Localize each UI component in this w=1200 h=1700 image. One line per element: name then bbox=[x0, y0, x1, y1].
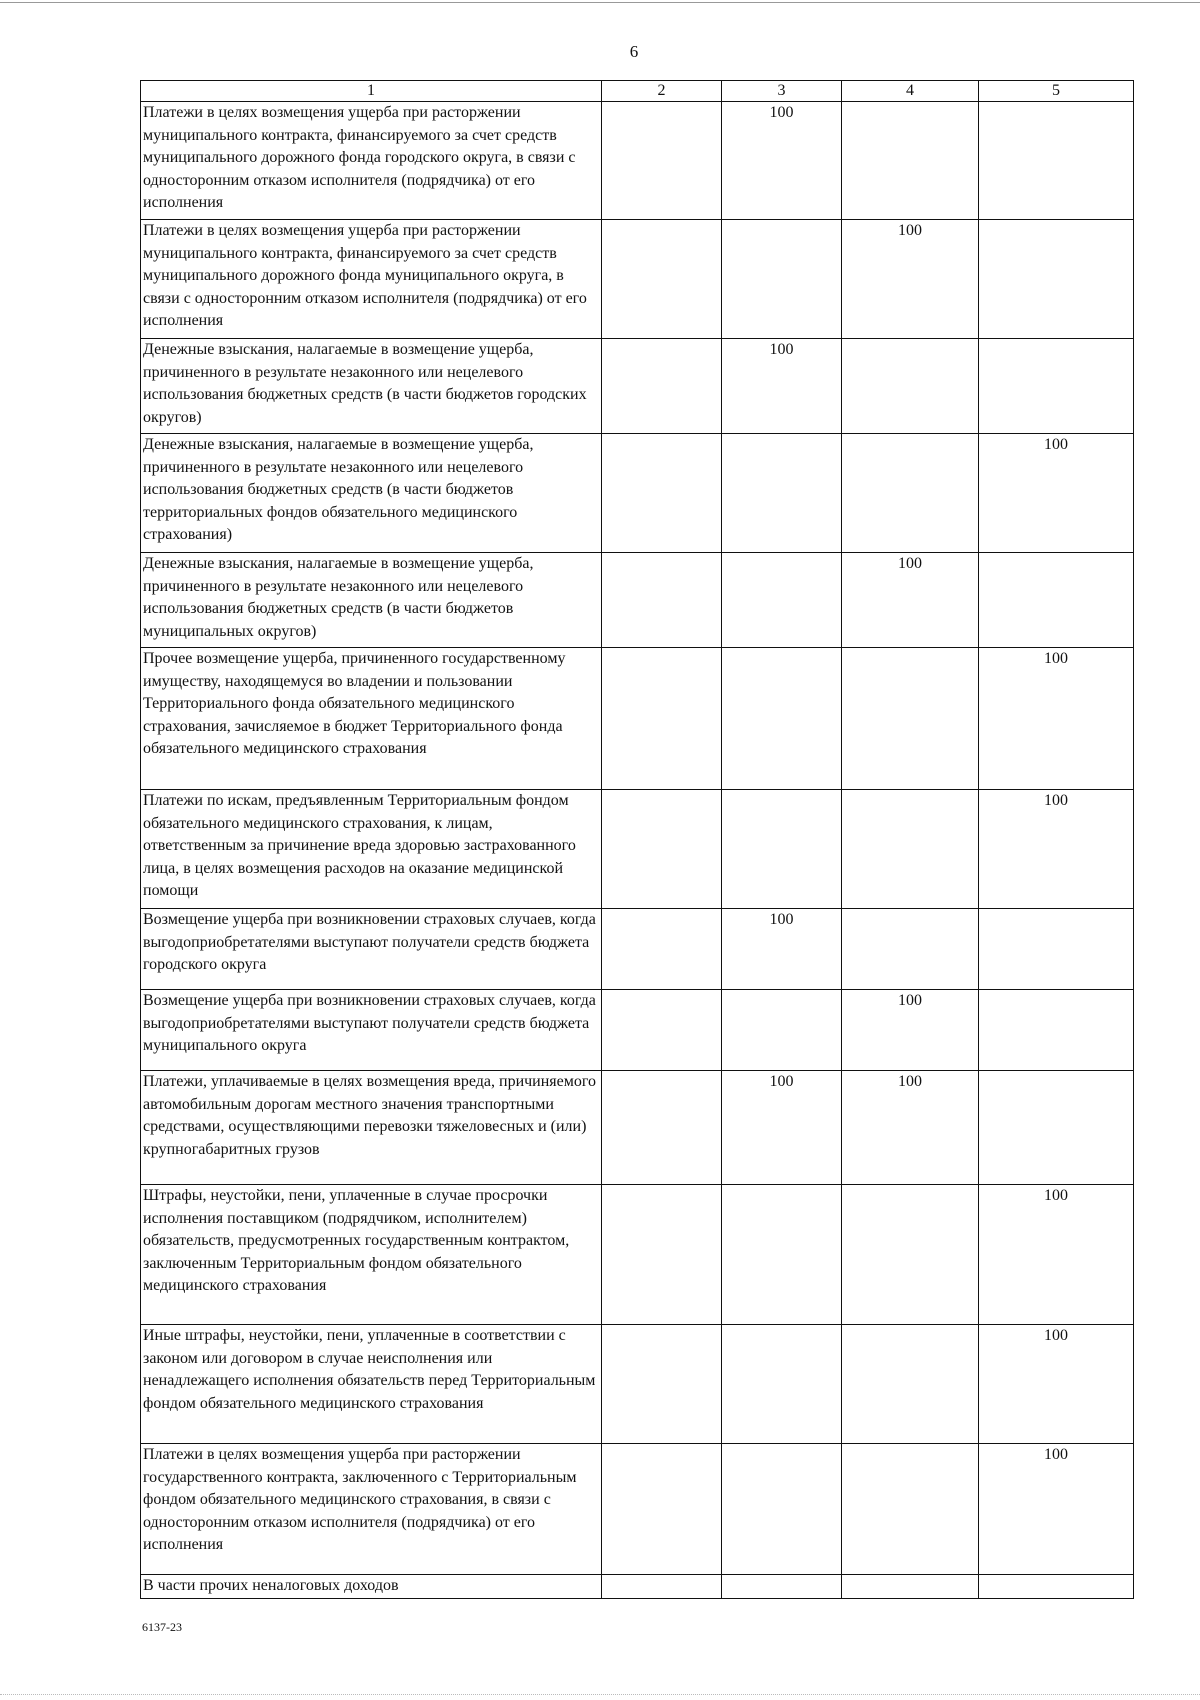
table-row bbox=[141, 1444, 1134, 1575]
cell-col-4 bbox=[842, 1575, 979, 1599]
row-description: Платежи в целях возмещения ущерба при расторжении государственного контракта, заключенного с Территориальным фондом обязательного медицинского страхования, в связи с односторонним отказом исполнителя (подрядчика) от его исполнения bbox=[141, 1444, 602, 1575]
row-description: Платежи в целях возмещения ущерба при расторжении муниципального контракта, финансируемого за счет средств муниципального дорожного фонда муниципального округа, в связи с односторонним отказом исполнителя (подрядчика) от его исполнения bbox=[141, 220, 602, 339]
cell-col-3: 100 bbox=[722, 909, 842, 990]
cell-col-5 bbox=[979, 339, 1134, 434]
table-row bbox=[141, 909, 1134, 990]
cell-col-4 bbox=[842, 1185, 979, 1325]
cell-col-3 bbox=[722, 1185, 842, 1325]
row-description: Денежные взыскания, налагаемые в возмещение ущерба, причиненного в результате незаконного или нецелевого использования бюджетных средств (в части бюджетов городских округов) bbox=[141, 339, 602, 434]
cell-col-2 bbox=[602, 339, 722, 434]
table-row bbox=[141, 648, 1134, 790]
cell-col-3 bbox=[722, 434, 842, 553]
cell-col-2 bbox=[602, 220, 722, 339]
cell-col-5 bbox=[979, 1071, 1134, 1185]
cell-col-2 bbox=[602, 102, 722, 220]
row-description: Платежи, уплачиваемые в целях возмещения вреда, причиняемого автомобильным дорогам местного значения транспортными средствами, осуществляющими перевозки тяжеловесных и (или) крупногабаритных грузов bbox=[141, 1071, 602, 1185]
cell-col-2 bbox=[602, 1071, 722, 1185]
cell-col-4: 100 bbox=[842, 1071, 979, 1185]
cell-col-2 bbox=[602, 790, 722, 909]
column-header-2: 2 bbox=[602, 81, 722, 102]
table-row bbox=[141, 220, 1134, 339]
cell-col-5 bbox=[979, 909, 1134, 990]
column-header-4: 4 bbox=[842, 81, 979, 102]
cell-col-3 bbox=[722, 790, 842, 909]
cell-col-2 bbox=[602, 648, 722, 790]
cell-col-5 bbox=[979, 220, 1134, 339]
cell-col-5 bbox=[979, 102, 1134, 220]
cell-col-3 bbox=[722, 1325, 842, 1444]
row-description: Возмещение ущерба при возникновении страховых случаев, когда выгодоприобретателями выступают получатели средств бюджета муниципального округа bbox=[141, 990, 602, 1071]
cell-col-2 bbox=[602, 1575, 722, 1599]
table-row bbox=[141, 434, 1134, 553]
cell-col-2 bbox=[602, 990, 722, 1071]
row-description: Платежи по искам, предъявленным Территориальным фондом обязательного медицинского страхования, к лицам, ответственным за причинение вреда здоровью застрахованного лица, в целях возмещения расходов на оказание медицинской помощи bbox=[141, 790, 602, 909]
cell-col-2 bbox=[602, 1185, 722, 1325]
table-row bbox=[141, 1575, 1134, 1599]
cell-col-5: 100 bbox=[979, 1325, 1134, 1444]
cell-col-4 bbox=[842, 339, 979, 434]
cell-col-4: 100 bbox=[842, 553, 979, 648]
cell-col-5 bbox=[979, 1575, 1134, 1599]
cell-col-5: 100 bbox=[979, 1444, 1134, 1575]
cell-col-3: 100 bbox=[722, 102, 842, 220]
document-code: 6137-23 bbox=[142, 1620, 182, 1634]
column-header-1: 1 bbox=[141, 81, 602, 102]
table-row bbox=[141, 553, 1134, 648]
cell-col-4 bbox=[842, 434, 979, 553]
table-row bbox=[141, 990, 1134, 1071]
cell-col-2 bbox=[602, 553, 722, 648]
cell-col-3 bbox=[722, 553, 842, 648]
cell-col-3 bbox=[722, 990, 842, 1071]
cell-col-4 bbox=[842, 648, 979, 790]
cell-col-3 bbox=[722, 1444, 842, 1575]
table-row bbox=[141, 1185, 1134, 1325]
cell-col-5: 100 bbox=[979, 648, 1134, 790]
cell-col-5: 100 bbox=[979, 434, 1134, 553]
cell-col-2 bbox=[602, 909, 722, 990]
row-description: Платежи в целях возмещения ущерба при расторжении муниципального контракта, финансируемого за счет средств муниципального дорожного фонда городского округа, в связи с односторонним отказом исполнителя (подрядчика) от его исполнения bbox=[141, 102, 602, 220]
scan-edge-line bbox=[0, 2, 1200, 4]
cell-col-3 bbox=[722, 220, 842, 339]
cell-col-4 bbox=[842, 909, 979, 990]
scan-edge-line bbox=[0, 1694, 1200, 1696]
cell-col-5: 100 bbox=[979, 1185, 1134, 1325]
table-row bbox=[141, 339, 1134, 434]
row-description: В части прочих неналоговых доходов bbox=[141, 1575, 602, 1599]
row-description: Прочее возмещение ущерба, причиненного государственному имуществу, находящемуся во владении и пользовании Территориального фонда обязательного медицинского страхования, зачисляемое в бюджет Территориального фонда обязательного медицинского страхования bbox=[141, 648, 602, 790]
table-header-row bbox=[141, 81, 1134, 102]
table-row bbox=[141, 790, 1134, 909]
cell-col-2 bbox=[602, 1444, 722, 1575]
distribution-table bbox=[140, 80, 1134, 1599]
cell-col-4: 100 bbox=[842, 220, 979, 339]
cell-col-3: 100 bbox=[722, 1071, 842, 1185]
cell-col-3 bbox=[722, 1575, 842, 1599]
cell-col-2 bbox=[602, 1325, 722, 1444]
row-description: Штрафы, неустойки, пени, уплаченные в случае просрочки исполнения поставщиком (подрядчиком, исполнителем) обязательств, предусмотренных государственным контрактом, заключенным Территориальным фондом обязательного медицинского страхования bbox=[141, 1185, 602, 1325]
cell-col-4 bbox=[842, 790, 979, 909]
page-number: 6 bbox=[629, 42, 639, 61]
cell-col-5 bbox=[979, 553, 1134, 648]
cell-col-2 bbox=[602, 434, 722, 553]
column-header-5: 5 bbox=[979, 81, 1134, 102]
column-header-3: 3 bbox=[722, 81, 842, 102]
cell-col-4 bbox=[842, 102, 979, 220]
cell-col-5: 100 bbox=[979, 790, 1134, 909]
cell-col-4: 100 bbox=[842, 990, 979, 1071]
table-row bbox=[141, 1071, 1134, 1185]
cell-col-3 bbox=[722, 648, 842, 790]
cell-col-3: 100 bbox=[722, 339, 842, 434]
row-description: Денежные взыскания, налагаемые в возмещение ущерба, причиненного в результате незаконного или нецелевого использования бюджетных средств (в части бюджетов территориальных фондов обязательного медицинского страхования) bbox=[141, 434, 602, 553]
row-description: Иные штрафы, неустойки, пени, уплаченные в соответствии с законом или договором в случае неисполнения или ненадлежащего исполнения обязательств перед Территориальным фондом обязательного медицинского страхования bbox=[141, 1325, 602, 1444]
cell-col-4 bbox=[842, 1444, 979, 1575]
table-row bbox=[141, 1325, 1134, 1444]
table-row bbox=[141, 102, 1134, 220]
cell-col-4 bbox=[842, 1325, 979, 1444]
row-description: Денежные взыскания, налагаемые в возмещение ущерба, причиненного в результате незаконного или нецелевого использования бюджетных средств (в части бюджетов муниципальных округов) bbox=[141, 553, 602, 648]
row-description: Возмещение ущерба при возникновении страховых случаев, когда выгодоприобретателями выступают получатели средств бюджета городского округа bbox=[141, 909, 602, 990]
cell-col-5 bbox=[979, 990, 1134, 1071]
